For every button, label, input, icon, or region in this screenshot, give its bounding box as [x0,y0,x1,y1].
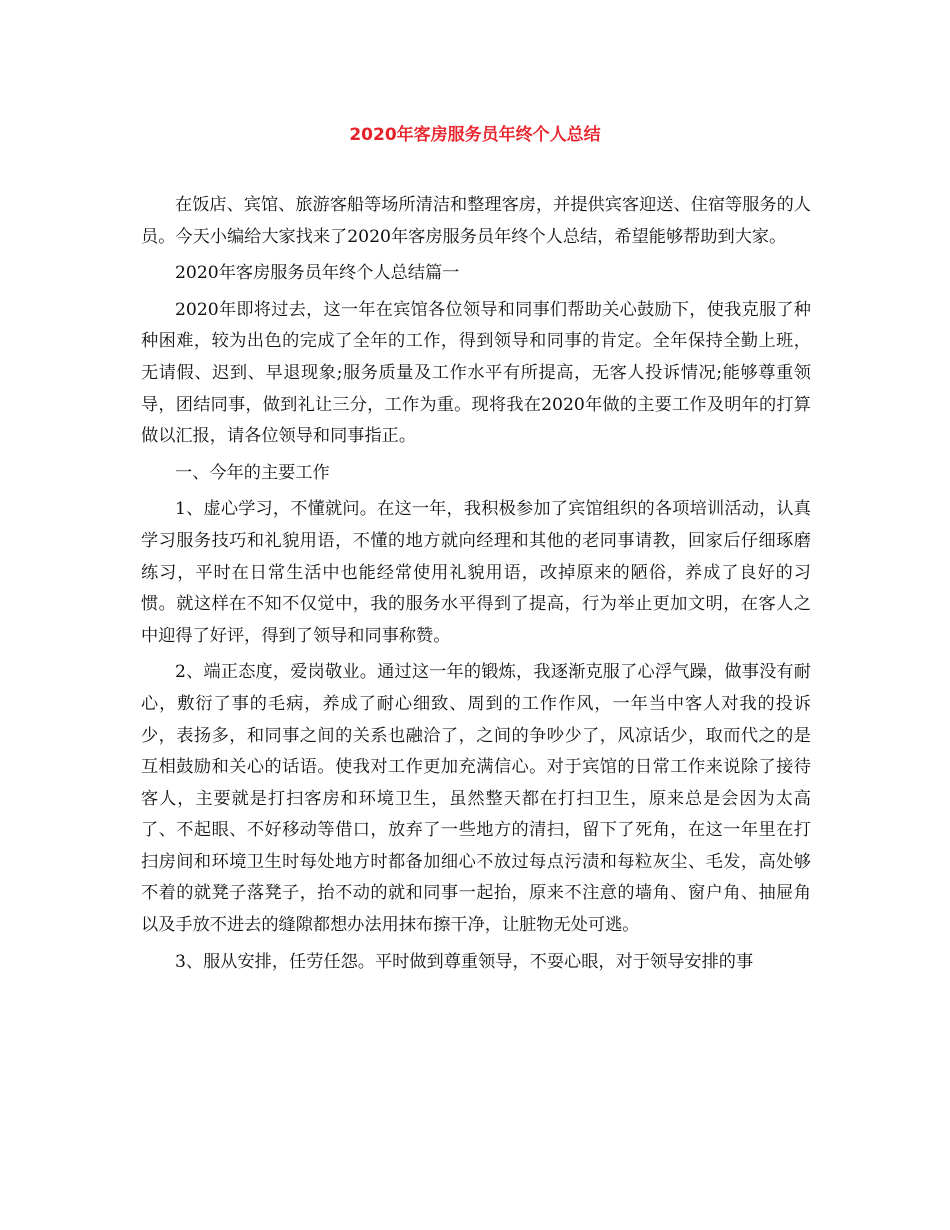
paragraph-point-1: 1、虚心学习，不懂就问。在这一年，我积极参加了宾馆组织的各项培训活动，认真学习服务技巧和礼貌用语，不懂的地方就向经理和其他的老同事请教，回家后仔细琢磨练习，平时在日常生活中也能经常使用礼貌用语，改掉原来的陋俗，养成了良好的习惯。就这样在不知不仅觉中，我的服务水平得到了提高，行为举止更加文明，在客人之中迎得了好评，得到了领导和同事称赞。 [141,499,811,646]
paragraph-overview: 2020年即将过去，这一年在宾馆各位领导和同事们帮助关心鼓励下，使我克服了种种困难，较为出色的完成了全年的工作，得到领导和同事的肯定。全年保持全勤上班，无请假、迟到、早退现象;服务质量及工作水平有所提高，无客人投诉情况;能够尊重领导，团结同事，做到礼让三分，工作为重。现将我在2020年做的主要工作及明年的打算做以汇报，请各位领导和同事指正。 [141,299,811,447]
paragraph-main-work-heading: 一、今年的主要工作 [175,462,330,483]
document-body [141,190,811,978]
paragraph-point-2: 2、端正态度，爱岗敬业。通过这一年的锻炼，我逐渐克服了心浮气躁，做事没有耐心，敷衍了事的毛病，养成了耐心细致、周到的工作作风，一年当中客人对我的投诉少，表扬多，和同事之间的关系也融洽了，之间的争吵少了，风凉话少，取而代之的是互相鼓励和关心的话语。使我对工作更加充满信心。对于宾馆的日常工作来说除了接待客人，主要就是打扫客房和环境卫生，虽然整天都在打扫卫生，原来总是会因为太高了、不起眼、不好移动等借口，放弃了一些地方的清扫，留下了死角，在这一年里在打扫房间和环境卫生时每处地方时都备加细心不放过每点污渍和每粒灰尘、毛发，高处够不着的就凳子落凳子，抬不动的就和同事一起抬，原来不注意的墙角、窗户角、抽屉角以及手放不进去的缝隙都想办法用抹布擦干净，让脏物无处可逃。 [141,662,811,936]
paragraph-section-heading: 2020年客房服务员年终个人总结篇一 [175,263,460,284]
paragraph-intro: 在饭店、宾馆、旅游客船等场所清洁和整理客房，并提供宾客迎送、住宿等服务的人员。今天小编给大家找来了2020年客房服务员年终个人总结，希望能够帮助到大家。 [141,195,811,247]
paragraph-point-3: 3、服从安排，任劳任怨。平时做到尊重领导，不耍心眼，对于领导安排的事 [175,951,754,972]
document-title: 2020年客房服务员年终个人总结 [349,125,601,145]
